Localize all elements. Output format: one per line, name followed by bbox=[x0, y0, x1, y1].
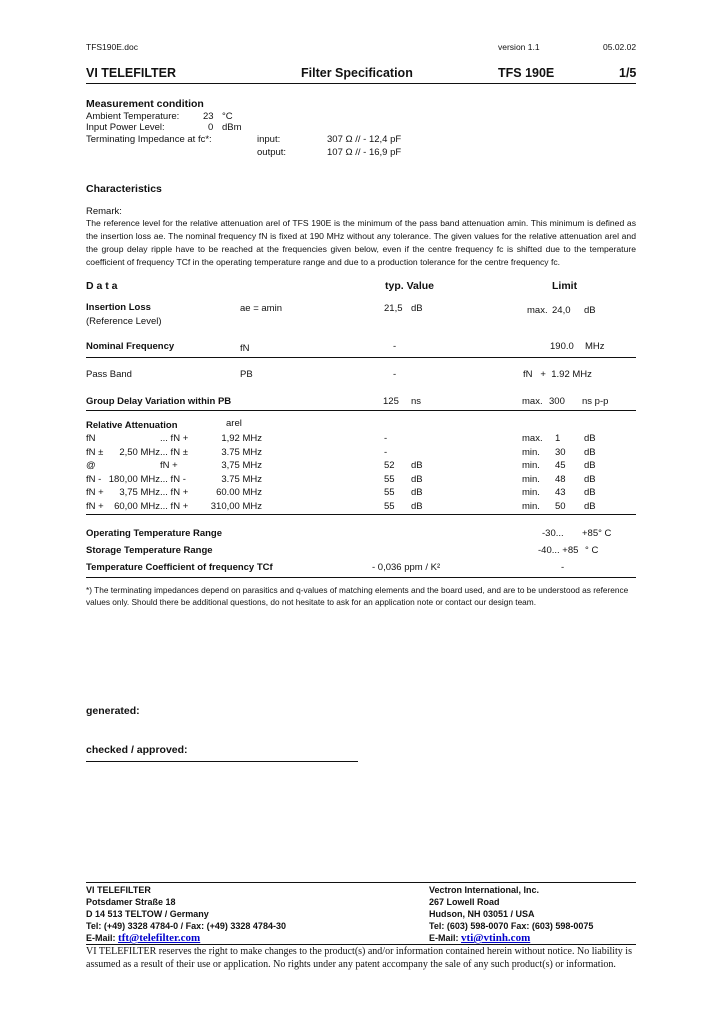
rel-att-from-val: 180,00 MHz bbox=[108, 473, 160, 485]
rel-att-typ: 55 bbox=[384, 487, 395, 498]
rel-att-typ: - bbox=[384, 433, 388, 444]
rel-att-unit: dB bbox=[584, 460, 596, 471]
st-temp-unit: ° C bbox=[585, 545, 599, 556]
rel-att-limit: 50 bbox=[555, 500, 566, 512]
insertion-symbol: ae = amin bbox=[240, 303, 282, 314]
op-temp-label: Operating Temperature Range bbox=[86, 528, 223, 539]
rel-att-to: ... fN ± bbox=[160, 446, 188, 458]
rel-att-from: @ bbox=[86, 460, 96, 471]
nominal-typ: - bbox=[393, 341, 397, 352]
rel-att-limit: 45 bbox=[555, 460, 566, 471]
rel-att-to: ... fN + bbox=[160, 433, 189, 444]
rel-att-from: fN bbox=[86, 433, 96, 444]
checked-label: checked / approved: bbox=[86, 744, 188, 756]
signature-line bbox=[86, 761, 358, 762]
footer-left-line: Potsdamer Straße 18 bbox=[86, 897, 176, 907]
rel-att-typ: - bbox=[384, 446, 388, 458]
group-delay-limit-unit: ns p-p bbox=[582, 396, 609, 407]
rel-att-to-val: 3,75 MHz bbox=[221, 460, 262, 471]
op-temp-limit: -30... bbox=[542, 528, 564, 539]
rel-att-label: Relative Attenuation bbox=[86, 420, 178, 431]
group-delay-limit: 300 bbox=[549, 396, 565, 407]
footer-divider bbox=[86, 882, 636, 883]
rel-att-from-val: 2,50 MHz bbox=[119, 446, 160, 458]
ambient-unit: °C bbox=[222, 111, 233, 122]
rel-att-limit: 30 bbox=[555, 446, 566, 458]
rel-att-unit: dB bbox=[584, 473, 596, 485]
rel-att-kind: max. bbox=[522, 433, 543, 444]
footer-right-line: 267 Lowell Road bbox=[429, 897, 500, 907]
divider bbox=[86, 410, 636, 411]
rel-att-to: fN + bbox=[160, 460, 178, 471]
group-delay-label: Group Delay Variation within PB bbox=[86, 396, 232, 407]
rel-att-typ-unit: dB bbox=[411, 473, 423, 485]
output-label: output: bbox=[257, 147, 287, 158]
footer-right-line: Vectron International, Inc. bbox=[429, 885, 540, 895]
rel-att-from-val: 3,75 MHz bbox=[119, 487, 160, 498]
group-delay-typ-unit: ns bbox=[411, 396, 422, 407]
rel-att-from: fN + bbox=[86, 487, 104, 498]
tc-limit: - bbox=[561, 562, 565, 573]
rel-att-to: ... fN + bbox=[160, 487, 189, 498]
part-number: TFS 190E bbox=[498, 66, 555, 80]
insertion-sublabel: (Reference Level) bbox=[86, 316, 162, 327]
rel-att-to-val: 1,92 MHz bbox=[221, 433, 262, 444]
rel-att-from: fN ± bbox=[86, 446, 104, 458]
rel-att-kind: min. bbox=[522, 500, 540, 512]
power-label: Input Power Level: bbox=[86, 122, 165, 133]
rel-att-to-val: 3.75 MHz bbox=[221, 473, 262, 485]
tc-label: Temperature Coefficient of frequency TCf bbox=[86, 562, 273, 573]
generated-label: generated: bbox=[86, 705, 140, 717]
version: version 1.1 bbox=[498, 42, 540, 52]
email-label: E-Mail: bbox=[429, 933, 459, 943]
rel-att-to: ... fN + bbox=[160, 500, 189, 512]
nominal-symbol: fN bbox=[240, 343, 250, 354]
rel-att-typ-unit: dB bbox=[411, 487, 423, 498]
passband-label: Pass Band bbox=[86, 369, 132, 380]
output-value: 107 Ω // - 16,9 pF bbox=[327, 147, 402, 158]
rel-att-to-val: 310,00 MHz bbox=[210, 500, 262, 512]
rel-att-kind: min. bbox=[522, 487, 540, 498]
nominal-label: Nominal Frequency bbox=[86, 341, 175, 352]
characteristics-heading: Characteristics bbox=[86, 183, 162, 195]
footer-right-line: Tel: (603) 598-0070 Fax: (603) 598-0075 bbox=[429, 921, 594, 931]
footnote: *) The terminating impedances depend on parasitics and q-values of matching elements and the board used, and are to be understood as reference values only. Should there be additional questions, do not hesitate to ask for an application note or contact our design team. bbox=[86, 585, 629, 607]
rel-att-unit: dB bbox=[584, 446, 596, 458]
rel-att-unit: dB bbox=[584, 487, 596, 498]
footer-left-line: Tel: (+49) 3328 4784-0 / Fax: (+49) 3328 4784-30 bbox=[86, 921, 286, 931]
rel-att-limit: 48 bbox=[555, 473, 566, 485]
divider bbox=[86, 357, 636, 358]
insertion-typ-unit: dB bbox=[411, 303, 423, 314]
footer-left bbox=[86, 884, 286, 944]
rel-att-kind: min. bbox=[522, 446, 540, 458]
footer-left-line: D 14 513 TELTOW / Germany bbox=[86, 909, 209, 919]
tc-typ: - 0,036 ppm / K² bbox=[372, 562, 441, 573]
ambient-label: Ambient Temperature: bbox=[86, 111, 180, 122]
data-heading: D a t a bbox=[86, 280, 118, 292]
disclaimer: VI TELEFILTER reserves the right to make changes to the product(s) and/or information contained herein without notice. No liability is assumed as a result of their use or application. No rights under any patent accompany the sale of any such product(s) or information. bbox=[86, 946, 632, 970]
ambient-value: 23 bbox=[203, 111, 214, 122]
email-link-vectron[interactable]: vti@vtinh.com bbox=[461, 932, 531, 944]
date: 05.02.02 bbox=[603, 42, 637, 52]
rel-att-unit: dB bbox=[584, 433, 596, 444]
rel-att-kind: min. bbox=[522, 460, 540, 471]
passband-limit: fN + 1.92 MHz bbox=[523, 369, 592, 380]
rel-att-limit: 43 bbox=[555, 487, 566, 498]
rel-att-typ: 55 bbox=[384, 500, 395, 512]
insertion-label: Insertion Loss bbox=[86, 302, 151, 313]
nominal-limit-unit: MHz bbox=[585, 341, 605, 352]
rel-att-typ: 55 bbox=[384, 473, 395, 485]
rel-att-symbol: arel bbox=[226, 418, 242, 429]
input-value: 307 Ω // - 12,4 pF bbox=[327, 134, 402, 145]
passband-symbol: PB bbox=[240, 369, 253, 380]
rel-att-limit: 1 bbox=[555, 433, 561, 444]
insertion-limit-unit: dB bbox=[584, 305, 596, 316]
group-delay-typ: 125 bbox=[383, 396, 399, 407]
rel-att-kind: min. bbox=[522, 473, 540, 485]
op-temp-unit: +85° C bbox=[582, 528, 612, 539]
rel-att-typ: 52 bbox=[384, 460, 395, 471]
footer-left-line: VI TELEFILTER bbox=[86, 885, 151, 895]
footer-right-line: Hudson, NH 03051 / USA bbox=[429, 909, 535, 919]
page-number: 1/5 bbox=[619, 66, 637, 80]
rel-att-from: fN + bbox=[86, 500, 104, 512]
email-label: E-Mail: bbox=[86, 933, 116, 943]
group-delay-limit-kind: max. bbox=[522, 396, 543, 407]
rel-att-from-val: 60,00 MHz bbox=[114, 500, 160, 512]
company-logo-text: VI TELEFILTER bbox=[86, 66, 177, 80]
title-divider bbox=[86, 83, 636, 84]
email-link-telefilter[interactable]: tft@telefilter.com bbox=[118, 932, 201, 944]
insertion-limit-kind: max. bbox=[527, 305, 548, 316]
st-temp-label: Storage Temperature Range bbox=[86, 545, 213, 556]
rel-att-from: fN - bbox=[86, 473, 102, 485]
remark-label: Remark: bbox=[86, 206, 122, 217]
rel-att-to-val: 60.00 MHz bbox=[216, 487, 262, 498]
nominal-limit: 190.0 bbox=[550, 341, 574, 352]
divider bbox=[86, 514, 636, 515]
passband-typ: - bbox=[393, 369, 397, 380]
input-label: input: bbox=[257, 134, 281, 145]
rel-att-typ-unit: dB bbox=[411, 460, 423, 471]
rel-att-typ-unit: dB bbox=[411, 500, 423, 512]
file-name: TFS190E.doc bbox=[86, 42, 138, 52]
limit-heading: Limit bbox=[552, 280, 578, 292]
remark-text: The reference level for the relative attenuation arel of TFS 190E is the minimum of the pass band attenuation amin. This minimum is defined as the insertion loss ae. The nominal frequency fN is fixed at 190 MHz without any tolerance. The given values for the relative attenuation arel and the group delay ripple have to be reached at the frequencies given below, even if the centre frequency fc is shifted due to the temperature coefficient of frequency TCf in the operating temperature range and due to a production tolerance for the centre frequency fc. bbox=[86, 218, 636, 267]
divider bbox=[86, 577, 636, 578]
footer-right bbox=[429, 884, 593, 944]
power-unit: dBm bbox=[222, 122, 242, 133]
measurement-heading: Measurement condition bbox=[86, 98, 204, 110]
rel-att-to-val: 3.75 MHz bbox=[221, 446, 262, 458]
impedance-label: Terminating Impedance at fc*: bbox=[86, 134, 212, 145]
st-temp-limit: -40... +85 bbox=[538, 545, 579, 556]
insertion-typ: 21,5 bbox=[384, 303, 403, 314]
rel-att-unit: dB bbox=[584, 500, 596, 512]
typ-heading: typ. Value bbox=[385, 280, 435, 292]
rel-att-to: ... fN - bbox=[160, 473, 186, 485]
doc-type: Filter Specification bbox=[301, 66, 413, 80]
power-value: 0 bbox=[208, 122, 214, 133]
insertion-limit: 24,0 bbox=[552, 305, 571, 316]
